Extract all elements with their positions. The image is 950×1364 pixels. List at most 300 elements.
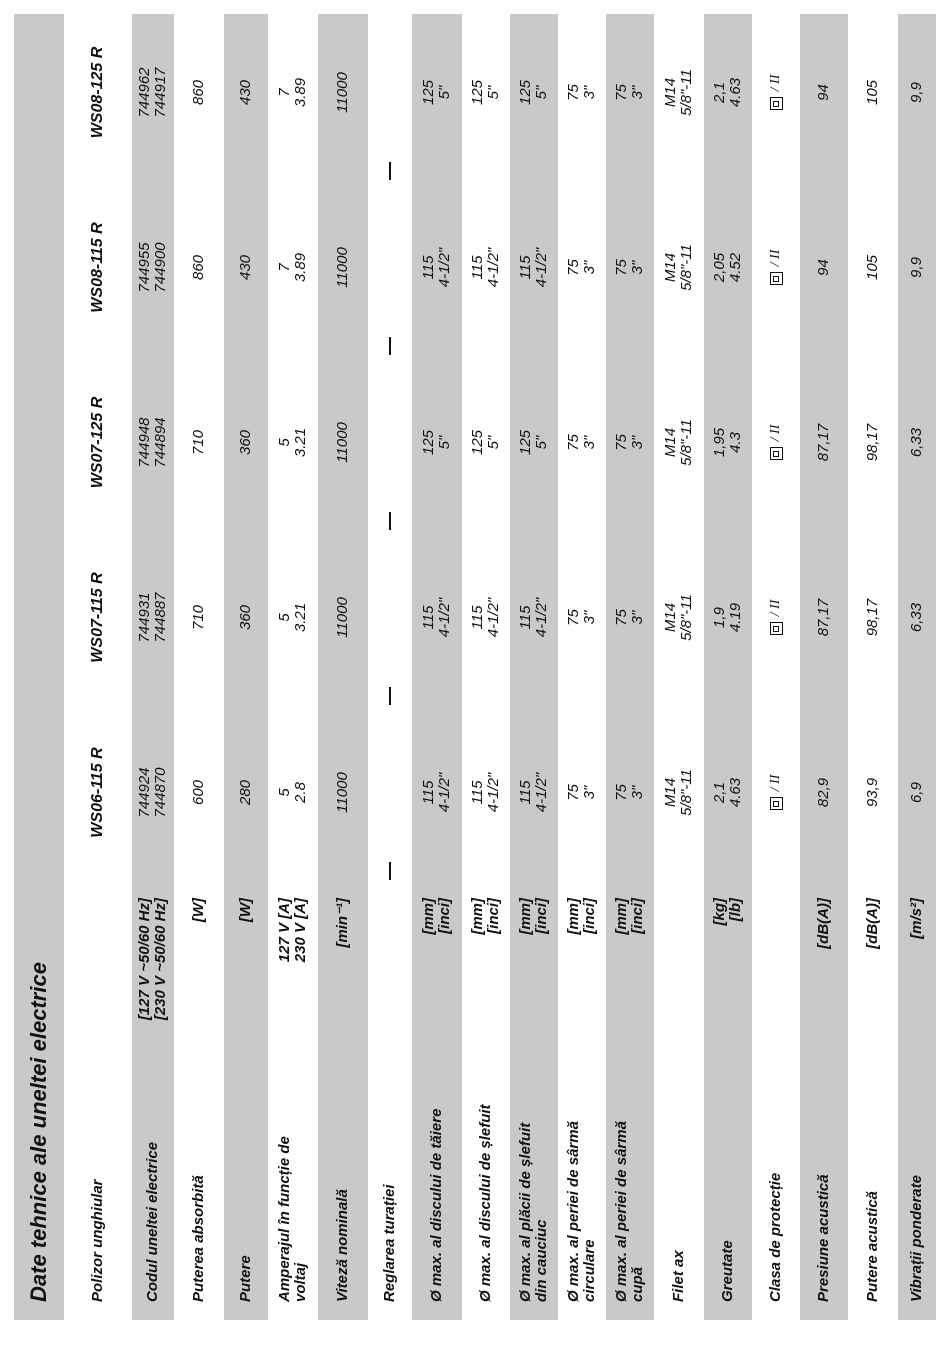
cell-line: 4.3 bbox=[727, 432, 744, 453]
cell-line: 3.21 bbox=[292, 427, 309, 458]
cell-line: [W] bbox=[237, 898, 255, 923]
cell-line: 75 bbox=[565, 784, 583, 801]
cell-line: 127 V [A] bbox=[276, 898, 294, 963]
table-row bbox=[268, 14, 318, 1320]
value-cell bbox=[174, 5, 224, 180]
value-cell bbox=[268, 530, 318, 705]
value-cell bbox=[800, 705, 848, 880]
value-cell bbox=[606, 705, 654, 880]
cell-line: [230 V ~50/60 Hz] bbox=[152, 898, 169, 1021]
double-insulation-icon bbox=[770, 797, 783, 810]
cell-line: 98,17 bbox=[864, 423, 882, 462]
cell-line: 744955 bbox=[136, 242, 154, 293]
row-unit bbox=[268, 898, 318, 1088]
value-cell bbox=[412, 705, 462, 880]
cell-line: 4.52 bbox=[727, 252, 744, 283]
value-cell bbox=[898, 180, 936, 355]
cell-line: 87,17 bbox=[815, 598, 833, 637]
value-cell bbox=[898, 5, 936, 180]
value-cell bbox=[318, 355, 368, 530]
cell-line: 3" bbox=[581, 610, 598, 625]
cell-line: 5" bbox=[533, 85, 550, 100]
value-cell bbox=[558, 5, 606, 180]
row-label: Greutate bbox=[719, 1240, 737, 1302]
value-cell bbox=[654, 705, 704, 880]
cell-line: 7 bbox=[276, 88, 294, 97]
row-label: Puterea absorbită bbox=[190, 1175, 208, 1302]
value-cell bbox=[174, 705, 224, 880]
row-label: Codul uneltei electrice bbox=[144, 1141, 162, 1302]
protection-class bbox=[769, 705, 784, 880]
row-label: Putere acustică bbox=[864, 1191, 882, 1302]
value-cell bbox=[132, 705, 174, 880]
value-cell bbox=[654, 530, 704, 705]
value-cell bbox=[132, 180, 174, 355]
cell-line: 744962 bbox=[136, 67, 154, 118]
row-unit bbox=[606, 898, 654, 1088]
cell-line: 94 bbox=[815, 259, 833, 276]
value-cell bbox=[752, 530, 800, 705]
value-cell bbox=[800, 5, 848, 180]
cell-line: 3.21 bbox=[292, 602, 309, 633]
value-cell bbox=[898, 530, 936, 705]
cell-line: 9,9 bbox=[908, 257, 926, 278]
cell-line: 4-1/2" bbox=[485, 597, 502, 638]
table-row bbox=[898, 14, 936, 1320]
row-label: Amperajul în funcție de voltaj bbox=[276, 1136, 309, 1302]
value-cell bbox=[752, 180, 800, 355]
protection-class-text: / II bbox=[767, 599, 783, 617]
cell-line: 115 bbox=[420, 605, 438, 630]
inner-square bbox=[773, 626, 779, 632]
row-unit bbox=[558, 898, 606, 1088]
cell-line: M14 bbox=[662, 777, 680, 808]
value-cell bbox=[510, 530, 558, 705]
value-cell bbox=[898, 355, 936, 530]
cell-line: 860 bbox=[190, 79, 208, 106]
cell-line: 125 bbox=[469, 79, 487, 106]
value-cell bbox=[752, 5, 800, 180]
value-cell bbox=[654, 355, 704, 530]
cell-line: 5/8"-11 bbox=[678, 69, 695, 116]
value-cell bbox=[174, 355, 224, 530]
cell-line: 9,9 bbox=[908, 82, 926, 103]
row-unit bbox=[224, 898, 268, 1088]
cell-line: 2,05 bbox=[711, 252, 729, 283]
cell-line: 3" bbox=[629, 610, 646, 625]
row-label: Viteză nominală bbox=[334, 1189, 352, 1302]
cell-line: [mm] bbox=[613, 898, 631, 935]
row-label: Clasa de protecție bbox=[767, 1172, 785, 1302]
cell-line: 4-1/2" bbox=[485, 772, 502, 813]
value-cell bbox=[368, 705, 412, 880]
cell-line: 3" bbox=[629, 85, 646, 100]
row-label: Ø max. al discului de tăiere bbox=[428, 1108, 446, 1302]
cell-line: 5/8"-11 bbox=[678, 594, 695, 641]
cell-line: 5" bbox=[436, 435, 453, 450]
cell-line: 710 bbox=[190, 604, 208, 631]
value-cell bbox=[898, 705, 936, 880]
double-insulation-icon bbox=[770, 272, 783, 285]
value-cell bbox=[704, 355, 752, 530]
table-row bbox=[752, 14, 800, 1320]
model-header: WS06-115 R bbox=[88, 747, 106, 838]
row-label: Reglarea turației bbox=[381, 1184, 399, 1302]
cell-line: 11000 bbox=[334, 72, 352, 113]
table-row bbox=[368, 14, 412, 1320]
protection-class-text: / II bbox=[767, 249, 783, 267]
value-cell bbox=[558, 705, 606, 880]
value-cell bbox=[224, 530, 268, 705]
table-row bbox=[318, 14, 368, 1320]
dash-mark bbox=[389, 162, 391, 180]
cell-line: 125 bbox=[517, 429, 535, 456]
cell-line: 3" bbox=[581, 260, 598, 275]
cell-line: [inci] bbox=[629, 898, 646, 934]
cell-line: 2,1 bbox=[711, 82, 729, 103]
cell-line: 3.89 bbox=[292, 77, 309, 108]
value-cell bbox=[224, 180, 268, 355]
dash-mark bbox=[389, 862, 391, 880]
cell-line: 744870 bbox=[152, 767, 169, 818]
protection-class bbox=[769, 355, 784, 530]
value-cell bbox=[412, 355, 462, 530]
cell-line: [127 V ~50/60 Hz] bbox=[136, 898, 154, 1021]
table-row bbox=[462, 14, 510, 1320]
cell-line: 75 bbox=[565, 84, 583, 101]
cell-line: 744931 bbox=[136, 592, 154, 643]
model-header: WS07-115 R bbox=[88, 572, 106, 663]
cell-line: 360 bbox=[237, 604, 255, 631]
cell-line: 7 bbox=[276, 263, 294, 272]
cell-line: 125 bbox=[517, 79, 535, 106]
row-unit bbox=[898, 898, 936, 1088]
value-cell bbox=[462, 180, 510, 355]
value-cell bbox=[462, 5, 510, 180]
cell-line: 5 bbox=[276, 613, 294, 622]
dash-mark bbox=[389, 687, 391, 705]
value-cell bbox=[412, 180, 462, 355]
inner-square bbox=[773, 276, 779, 282]
value-cell bbox=[462, 355, 510, 530]
value-cell bbox=[412, 5, 462, 180]
row-unit bbox=[412, 898, 462, 1088]
cell-line: 280 bbox=[237, 779, 255, 806]
value-cell bbox=[174, 530, 224, 705]
value-cell bbox=[268, 180, 318, 355]
row-label: Ø max. al discului de șlefuit bbox=[477, 1104, 495, 1302]
dash-mark bbox=[389, 512, 391, 530]
header-row bbox=[64, 14, 132, 1320]
table-row bbox=[510, 14, 558, 1320]
value-cell bbox=[318, 705, 368, 880]
cell-line: [inci] bbox=[581, 898, 598, 934]
cell-line: 115 bbox=[517, 255, 535, 280]
value-cell bbox=[368, 530, 412, 705]
value-cell bbox=[558, 530, 606, 705]
value-cell bbox=[412, 530, 462, 705]
cell-line: 125 bbox=[420, 429, 438, 456]
cell-line: 75 bbox=[565, 609, 583, 626]
value-cell bbox=[558, 355, 606, 530]
cell-line: [dB(A)] bbox=[864, 898, 882, 949]
cell-line: [inci] bbox=[436, 898, 453, 934]
cell-line: 3" bbox=[581, 435, 598, 450]
cell-line: [kg] bbox=[711, 898, 729, 926]
cell-line: 4.63 bbox=[727, 777, 744, 808]
value-cell bbox=[800, 180, 848, 355]
cell-line: 75 bbox=[613, 784, 631, 801]
cell-line: 6,9 bbox=[908, 782, 926, 803]
row-label: Putere bbox=[237, 1255, 255, 1302]
value-cell bbox=[510, 355, 558, 530]
cell-line: 3" bbox=[629, 435, 646, 450]
protection-class bbox=[769, 530, 784, 705]
cell-line: 115 bbox=[469, 780, 487, 805]
cell-line: 115 bbox=[517, 780, 535, 805]
value-cell bbox=[368, 355, 412, 530]
value-cell bbox=[848, 530, 898, 705]
row-label: Vibrații ponderate bbox=[908, 1175, 926, 1302]
value-cell bbox=[318, 530, 368, 705]
inner-square bbox=[773, 801, 779, 807]
cell-line: M14 bbox=[662, 427, 680, 458]
cell-line: 744894 bbox=[152, 417, 169, 468]
cell-line: 230 V [A] bbox=[292, 898, 309, 963]
value-cell bbox=[224, 355, 268, 530]
row-unit bbox=[318, 898, 368, 1088]
cell-line: 744900 bbox=[152, 242, 169, 293]
value-cell bbox=[654, 5, 704, 180]
cell-line: 4-1/2" bbox=[533, 247, 550, 288]
cell-line: 4-1/2" bbox=[436, 247, 453, 288]
model-header: WS08-125 R bbox=[88, 46, 106, 139]
value-cell bbox=[268, 5, 318, 180]
cell-line: 744948 bbox=[136, 417, 154, 468]
cell-line: 125 bbox=[420, 79, 438, 106]
value-cell bbox=[704, 530, 752, 705]
cell-line: [W] bbox=[190, 898, 208, 923]
model-header: WS07-125 R bbox=[88, 396, 106, 489]
row-unit bbox=[704, 898, 752, 1088]
cell-line: 125 bbox=[469, 429, 487, 456]
cell-line: [mm] bbox=[469, 898, 487, 935]
cell-line: 3" bbox=[581, 85, 598, 100]
protection-class bbox=[769, 180, 784, 355]
value-cell bbox=[704, 5, 752, 180]
cell-line: 75 bbox=[565, 434, 583, 451]
double-insulation-icon bbox=[770, 447, 783, 460]
cell-line: 11000 bbox=[334, 597, 352, 638]
cell-line: 115 bbox=[469, 255, 487, 280]
cell-line: [inci] bbox=[485, 898, 502, 934]
table-row bbox=[704, 14, 752, 1320]
title-bar bbox=[14, 14, 64, 1320]
value-cell bbox=[800, 530, 848, 705]
value-cell bbox=[174, 180, 224, 355]
value-cell bbox=[510, 5, 558, 180]
cell-line: 75 bbox=[613, 259, 631, 276]
table-row bbox=[558, 14, 606, 1320]
cell-line: [mm] bbox=[565, 898, 583, 935]
row-label: Ø max. al plăcii de șlefuit din cauciuc bbox=[517, 1122, 550, 1302]
cell-line: 4-1/2" bbox=[436, 597, 453, 638]
value-cell bbox=[704, 180, 752, 355]
cell-line: 2,1 bbox=[711, 782, 729, 803]
value-cell bbox=[752, 705, 800, 880]
cell-line: 3" bbox=[581, 785, 598, 800]
table-row bbox=[174, 14, 224, 1320]
value-cell bbox=[752, 355, 800, 530]
cell-line: 11000 bbox=[334, 772, 352, 813]
cell-line: 744924 bbox=[136, 767, 154, 818]
row-unit bbox=[800, 898, 848, 1088]
cell-line: 75 bbox=[613, 434, 631, 451]
cell-line: M14 bbox=[662, 252, 680, 283]
row-label: Ø max. al periei de sârmă circulare bbox=[565, 1121, 598, 1302]
cell-line: 2.8 bbox=[292, 782, 309, 803]
value-cell bbox=[368, 180, 412, 355]
cell-line: 94 bbox=[815, 84, 833, 101]
value-cell bbox=[318, 5, 368, 180]
dash-mark bbox=[389, 337, 391, 355]
double-insulation-icon bbox=[770, 97, 783, 110]
cell-line: [lb] bbox=[727, 898, 744, 922]
table-row bbox=[132, 14, 174, 1320]
cell-line: 744887 bbox=[152, 592, 169, 643]
cell-line: 105 bbox=[864, 79, 882, 106]
cell-line: 82,9 bbox=[815, 777, 833, 808]
table-row bbox=[800, 14, 848, 1320]
cell-line: 75 bbox=[613, 84, 631, 101]
cell-line: 430 bbox=[237, 254, 255, 281]
cell-line: M14 bbox=[662, 602, 680, 633]
value-cell bbox=[848, 180, 898, 355]
cell-line: 105 bbox=[864, 254, 882, 281]
spec-sheet bbox=[14, 14, 936, 1320]
cell-line: 3.89 bbox=[292, 252, 309, 283]
cell-line: [mm] bbox=[517, 898, 535, 935]
protection-class-text: / II bbox=[767, 74, 783, 92]
cell-line: 5" bbox=[533, 435, 550, 450]
model-header: WS08-115 R bbox=[88, 222, 106, 313]
cell-line: 115 bbox=[420, 255, 438, 280]
value-cell bbox=[132, 5, 174, 180]
protection-class-text: / II bbox=[767, 424, 783, 442]
row-unit bbox=[174, 898, 224, 1088]
value-cell bbox=[606, 180, 654, 355]
value-cell bbox=[848, 355, 898, 530]
row-unit bbox=[848, 898, 898, 1088]
cell-line: 3" bbox=[629, 260, 646, 275]
row-label: Filet ax bbox=[670, 1250, 688, 1302]
value-cell bbox=[132, 355, 174, 530]
cell-line: 93,9 bbox=[864, 777, 882, 808]
cell-line: 1,9 bbox=[711, 607, 729, 628]
value-cell bbox=[800, 355, 848, 530]
page-title: Date tehnice ale uneltei electrice bbox=[26, 962, 51, 1302]
cell-line: 115 bbox=[469, 605, 487, 630]
table-row bbox=[412, 14, 462, 1320]
value-cell bbox=[318, 180, 368, 355]
row-unit bbox=[510, 898, 558, 1088]
cell-line: 430 bbox=[237, 79, 255, 106]
value-cell bbox=[132, 530, 174, 705]
cell-line: 860 bbox=[190, 254, 208, 281]
value-cell bbox=[606, 355, 654, 530]
cell-line: 75 bbox=[565, 259, 583, 276]
row-label: Ø max. al periei de sârmă cupă bbox=[613, 1121, 646, 1302]
table-row bbox=[654, 14, 704, 1320]
inner-square bbox=[773, 101, 779, 107]
value-cell bbox=[224, 705, 268, 880]
value-cell bbox=[558, 180, 606, 355]
value-cell bbox=[224, 5, 268, 180]
value-cell bbox=[606, 5, 654, 180]
double-insulation-icon bbox=[770, 622, 783, 635]
value-cell bbox=[654, 180, 704, 355]
inner-square bbox=[773, 451, 779, 457]
value-cell bbox=[368, 5, 412, 180]
value-cell bbox=[268, 705, 318, 880]
cell-line: 4-1/2" bbox=[485, 247, 502, 288]
cell-line: 115 bbox=[517, 605, 535, 630]
cell-line: 5 bbox=[276, 788, 294, 797]
cell-line: [inci] bbox=[533, 898, 550, 934]
table-row bbox=[848, 14, 898, 1320]
cell-line: 1,95 bbox=[711, 427, 729, 458]
row-unit bbox=[132, 898, 174, 1088]
value-cell bbox=[848, 705, 898, 880]
cell-line: 98,17 bbox=[864, 598, 882, 637]
cell-line: 5" bbox=[485, 85, 502, 100]
cell-line: 744917 bbox=[152, 67, 169, 118]
cell-line: 5/8"-11 bbox=[678, 419, 695, 466]
row-label: Presiune acustică bbox=[815, 1174, 833, 1302]
value-cell bbox=[462, 705, 510, 880]
header-label: Polizor unghiular bbox=[89, 1179, 107, 1302]
cell-line: 4.63 bbox=[727, 77, 744, 108]
cell-line: 360 bbox=[237, 429, 255, 456]
value-cell bbox=[510, 180, 558, 355]
table-row bbox=[224, 14, 268, 1320]
cell-line: 115 bbox=[420, 780, 438, 805]
table-row bbox=[606, 14, 654, 1320]
cell-line: 5" bbox=[436, 85, 453, 100]
cell-line: 11000 bbox=[334, 247, 352, 288]
cell-line: 3" bbox=[629, 785, 646, 800]
cell-line: 6,33 bbox=[908, 602, 926, 633]
protection-class-text: / II bbox=[767, 774, 783, 792]
cell-line: 4.19 bbox=[727, 602, 744, 633]
cell-line: 4-1/2" bbox=[533, 597, 550, 638]
cell-line: 5 bbox=[276, 438, 294, 447]
cell-line: [min⁻¹] bbox=[334, 898, 352, 948]
cell-line: 87,17 bbox=[815, 423, 833, 462]
cell-line: M14 bbox=[662, 77, 680, 108]
value-cell bbox=[268, 355, 318, 530]
value-cell bbox=[848, 5, 898, 180]
cell-line: [dB(A)] bbox=[815, 898, 833, 949]
cell-line: 11000 bbox=[334, 422, 352, 463]
value-cell bbox=[606, 530, 654, 705]
protection-class bbox=[769, 5, 784, 180]
cell-line: 5/8"-11 bbox=[678, 244, 695, 291]
cell-line: 5/8"-11 bbox=[678, 769, 695, 816]
cell-line: [mm] bbox=[420, 898, 438, 935]
row-unit bbox=[462, 898, 510, 1088]
cell-line: 600 bbox=[190, 779, 208, 806]
